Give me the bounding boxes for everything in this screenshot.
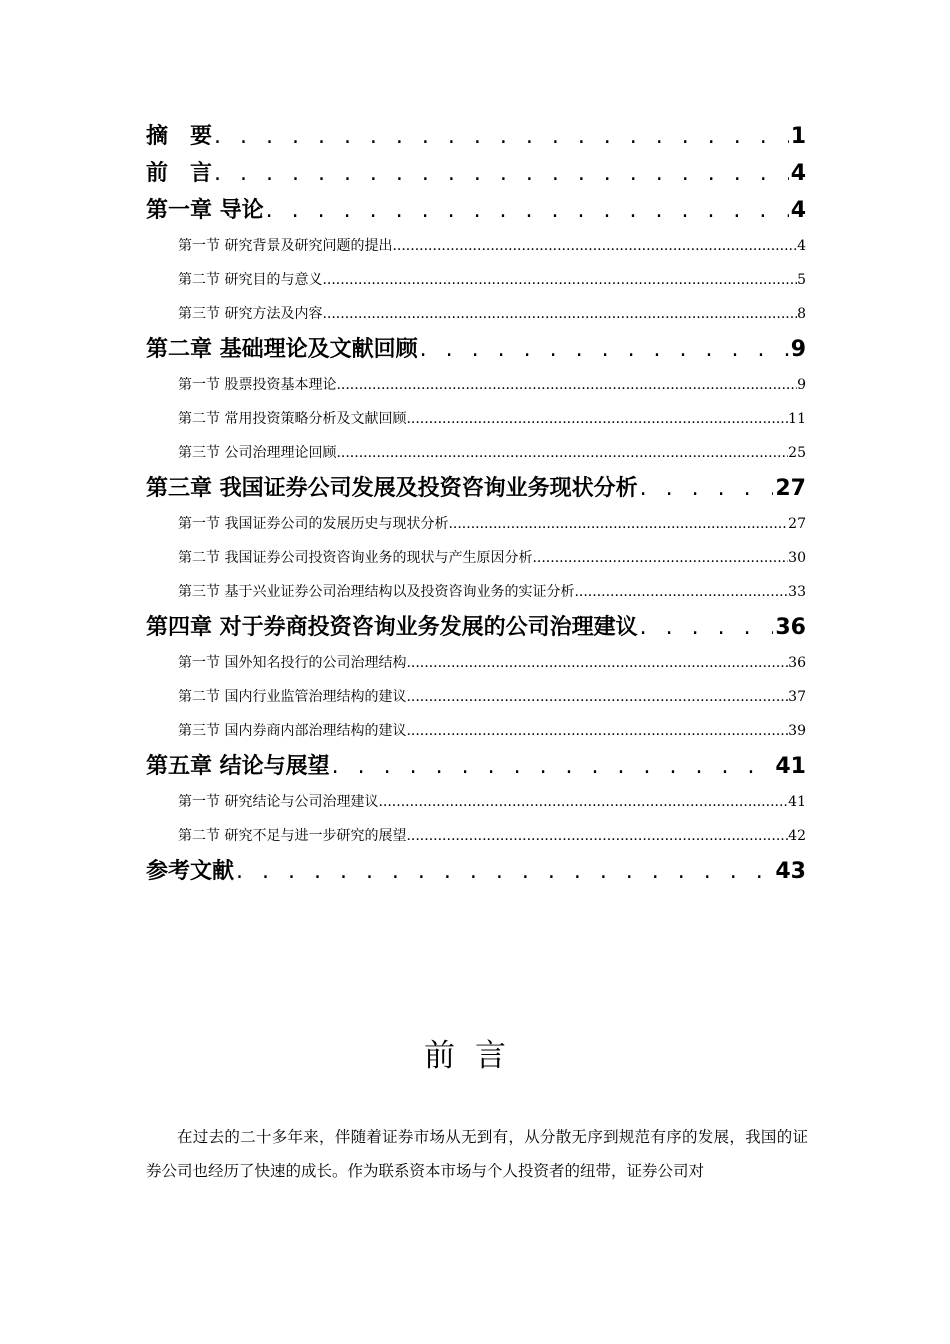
toc-section-row[interactable] [146, 507, 806, 541]
toc-entry-label: 第三节 国内券商内部治理结构的建议 [178, 723, 407, 739]
dot-leader [574, 575, 788, 609]
dot-leader [336, 368, 797, 402]
toc-page-number: 4 [790, 161, 806, 186]
dot-leader [420, 331, 789, 368]
toc-section-row[interactable] [146, 714, 806, 748]
dot-leader [406, 819, 788, 853]
toc-page-number: 43 [775, 859, 806, 884]
toc-page-number: 42 [788, 828, 806, 844]
toc-entry-label: 第一章 导论 [146, 198, 264, 223]
toc-entry-label: 第三节 研究方法及内容 [178, 306, 323, 322]
toc-page-number: 27 [775, 476, 806, 501]
dot-leader [322, 297, 797, 331]
toc-chapter-row[interactable] [146, 118, 806, 155]
toc-entry-label: 第五章 结论与展望 [146, 754, 330, 779]
toc-entry-label: 参考文献 [146, 859, 235, 884]
toc-entry-label: 前 言 [146, 161, 213, 186]
toc-page-number: 25 [788, 445, 806, 461]
dot-leader [406, 646, 788, 680]
dot-leader [532, 541, 788, 575]
toc-section-row[interactable] [146, 297, 806, 331]
toc-entry-label: 第三节 公司治理理论回顾 [178, 445, 337, 461]
dot-leader [266, 192, 789, 229]
toc-page-number: 33 [788, 584, 806, 600]
dot-leader [448, 507, 788, 541]
toc-page-number: 9 [790, 337, 806, 362]
toc-chapter-row[interactable] [146, 192, 806, 229]
dot-leader [392, 229, 797, 263]
toc-section-row[interactable] [146, 785, 806, 819]
toc-entry-label: 第一节 研究背景及研究问题的提出 [178, 238, 393, 254]
dot-leader [378, 785, 788, 819]
toc-entry-label: 第四章 对于券商投资咨询业务发展的公司治理建议 [146, 615, 638, 640]
toc-entry-label: 第二节 我国证券公司投资咨询业务的现状与产生原因分析 [178, 550, 533, 566]
preface-title: 前言 [424, 1038, 526, 1074]
toc-entry-label: 第一节 国外知名投行的公司治理结构 [178, 655, 407, 671]
toc-entry-label: 第二节 常用投资策略分析及文献回顾 [178, 411, 407, 427]
toc-section-row[interactable] [146, 402, 806, 436]
toc-page-number: 41 [775, 754, 806, 779]
toc-entry-label: 第一节 研究结论与公司治理建议 [178, 794, 379, 810]
dot-leader [214, 155, 789, 192]
toc-chapter-row[interactable] [146, 155, 806, 192]
toc-entry-label: 第二节 国内行业监管治理结构的建议 [178, 689, 407, 705]
toc-section-row[interactable] [146, 263, 806, 297]
dot-leader [640, 609, 774, 646]
toc-section-row[interactable] [146, 368, 806, 402]
toc-entry-label: 摘 要 [146, 124, 213, 149]
dot-leader [336, 436, 788, 470]
toc-entry-label: 第一节 我国证券公司的发展历史与现状分析 [178, 516, 449, 532]
toc-page-number: 27 [788, 516, 806, 532]
toc-chapter-row[interactable] [146, 609, 806, 646]
toc-section-row[interactable] [146, 819, 806, 853]
toc-entry-label: 第二章 基础理论及文献回顾 [146, 337, 418, 362]
dot-leader [236, 853, 773, 890]
toc-page-number: 9 [797, 377, 806, 393]
toc-chapter-row[interactable] [146, 470, 806, 507]
dot-leader [406, 402, 788, 436]
dot-leader [406, 714, 788, 748]
toc-page-number: 8 [797, 306, 806, 322]
toc-section-row[interactable] [146, 541, 806, 575]
table-of-contents [146, 118, 806, 890]
toc-page-number: 30 [788, 550, 806, 566]
toc-page-number: 36 [788, 655, 806, 671]
dot-leader [332, 748, 774, 785]
toc-entry-label: 第二节 研究目的与意义 [178, 272, 323, 288]
toc-chapter-row[interactable] [146, 748, 806, 785]
toc-page-number: 1 [790, 124, 806, 149]
toc-entry-label: 第一节 股票投资基本理论 [178, 377, 337, 393]
toc-entry-label: 第三章 我国证券公司发展及投资咨询业务现状分析 [146, 476, 638, 501]
toc-section-row[interactable] [146, 229, 806, 263]
dot-leader [640, 470, 774, 507]
toc-entry-label: 第三节 基于兴业证券公司治理结构以及投资咨询业务的实证分析 [178, 584, 575, 600]
toc-section-row[interactable] [146, 646, 806, 680]
dot-leader [322, 263, 797, 297]
toc-section-row[interactable] [146, 680, 806, 714]
preface-paragraph: 在过去的二十多年来，伴随着证券市场从无到有，从分散无序到规范有序的发展，我国的证券公司也经历了快速的成长。作为联系资本市场与个人投资者的纽带，证券公司对 [146, 1128, 808, 1180]
toc-chapter-row[interactable] [146, 331, 806, 368]
toc-page-number: 41 [788, 794, 806, 810]
toc-page-number: 36 [775, 615, 806, 640]
toc-page-number: 39 [788, 723, 806, 739]
dot-leader [214, 118, 789, 155]
toc-page-number: 37 [788, 689, 806, 705]
toc-entry-label: 第二节 研究不足与进一步研究的展望 [178, 828, 407, 844]
toc-section-row[interactable] [146, 575, 806, 609]
toc-page-number: 4 [790, 198, 806, 223]
toc-page-number: 5 [797, 272, 806, 288]
toc-chapter-row[interactable] [146, 853, 806, 890]
toc-section-row[interactable] [146, 436, 806, 470]
toc-page-number: 11 [788, 411, 806, 427]
toc-page-number: 4 [797, 238, 806, 254]
dot-leader [406, 680, 788, 714]
